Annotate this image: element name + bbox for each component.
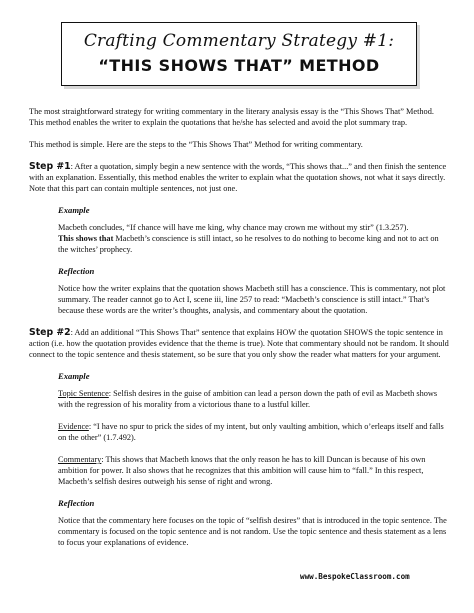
- step2-example-heading: Example: [58, 371, 90, 381]
- step1-label: Step #1: [29, 161, 71, 172]
- title-box: [61, 22, 417, 86]
- footer-website: www.BespokeClassroom.com: [300, 572, 410, 581]
- step1-example-block: [29, 194, 449, 316]
- commentary-paragraph: [58, 454, 449, 487]
- intro-paragraph: The most straightforward strategy for writing commentary in the literary analysis essay is the “This Shows That” Method. This method enables the writer to explain the quotations that he/she has selected and avoid the plot summary trap.: [29, 107, 434, 127]
- topic-sentence-paragraph: [58, 388, 449, 410]
- topic-sentence-text: : Selfish desires in the guise of ambition can lead a person down the path of evil as Macbeth shows with the regression of his morality from a victorious thane to a lustful killer.: [58, 389, 438, 409]
- step1-example-heading: Example: [58, 205, 90, 215]
- step2-label: Step #2: [29, 327, 71, 338]
- step2-reflection-heading: Reflection: [58, 498, 95, 508]
- step1-example-text: [58, 222, 449, 255]
- step1-reflection-heading: Reflection: [58, 266, 95, 276]
- step2-reflection-text: Notice that the commentary here focuses on the topic of “selfish desires” that is introduced in the topic sentence. The commentary is focused on the topic sentence and is not random. Use the topic sentence and thesis statement as a lens to focus your explanations of evidence.: [58, 516, 447, 547]
- title-line-2: “THIS SHOWS THAT” METHOD: [98, 56, 380, 75]
- step2-example-block: [29, 360, 449, 548]
- evidence-label: Evidence: [58, 422, 89, 431]
- step1-example-rest: Macbeth’s conscience is still intact, so he resolves to do nothing to become king and not to act on the witches’ prophecy.: [58, 234, 439, 254]
- step1-text: : After a quotation, simply begin a new sentence with the words, “This shows that...” and then finish the sentence with an explanation. Essentially, this method enables the writer to explain what the quotation shows, not what it says directly. Note that this part can contain multiple sentences, not just one.: [29, 162, 447, 193]
- title-line-1: Crafting Commentary Strategy #1:: [83, 31, 395, 51]
- evidence-paragraph: [58, 421, 449, 443]
- step2-text: : Add an additional “This Shows That” sentence that explains HOW the quotation SHOWS the topic sentence in action (i.e. how the quotation provides evidence that the theme is true). Note that commentary should not be random. It should connect to the topic sentence and thesis statement, so be sure that you only show the reader what matters for your argument.: [29, 328, 449, 359]
- step1-reflection-text: Notice how the writer explains that the quotation shows Macbeth still has a conscience. This is commentary, not plot summary. The reader cannot go to Act I, scene iii, line 257 to read: “Macbeth’s conscience is still intact.” That’s because these words are the writer’s thoughts, analysis, and commentary about the quotation.: [58, 284, 446, 315]
- commentary-text: : This shows that Macbeth knows that the only reason he has to kill Duncan is because of his own ambition for power. It also shows that he recognizes that this ambition will cause him to “fall.” In this respect, Macbeth’s selfish desires outweigh his sense of right and wrong.: [58, 455, 426, 486]
- topic-sentence-label: Topic Sentence: [58, 389, 109, 398]
- evidence-text: : “I have no spur to prick the sides of my intent, but only vaulting ambition, which o’erleaps itself and falls on the other” (1.7.492).: [58, 422, 444, 442]
- simple-paragraph: This method is simple. Here are the steps to the “This Shows That” Method for writing commentary.: [29, 140, 363, 149]
- commentary-label: Commentary: [58, 455, 102, 464]
- step1-example-bold: This shows that: [58, 234, 114, 243]
- step1-paragraph: [29, 161, 449, 194]
- step2-paragraph: [29, 327, 449, 360]
- step1-example-quote: Macbeth concludes, “If chance will have me king, why chance may crown me without my stir” (1.3.257).: [58, 223, 409, 232]
